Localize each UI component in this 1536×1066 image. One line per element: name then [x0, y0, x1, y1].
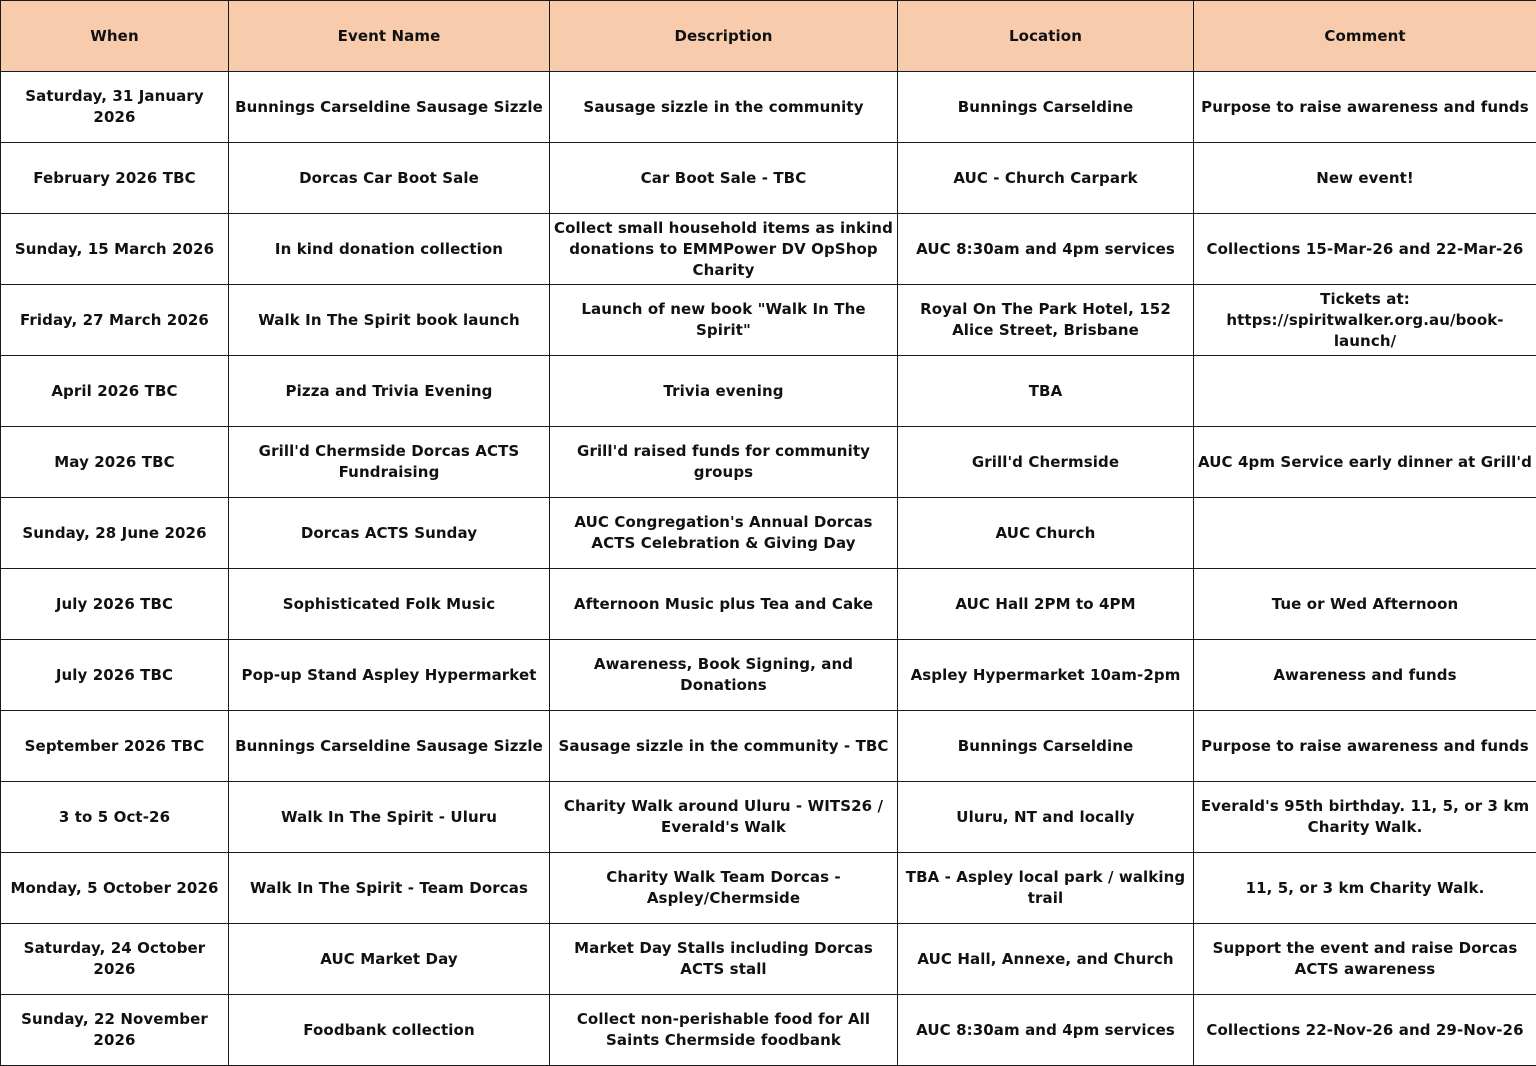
cell-event-name: Walk In The Spirit - Team Dorcas: [229, 853, 550, 924]
cell-event-name: Bunnings Carseldine Sausage Sizzle: [229, 72, 550, 143]
cell-description: Collect small household items as inkind donations to EMMPower DV OpShop Charity: [550, 214, 898, 285]
table-row: [1, 285, 1536, 356]
table-row: [1, 995, 1536, 1066]
cell-location: Bunnings Carseldine: [898, 72, 1194, 143]
cell-when: Sunday, 28 June 2026: [1, 498, 229, 569]
table-row: [1, 853, 1536, 924]
cell-description: Sausage sizzle in the community: [550, 72, 898, 143]
cell-description: Charity Walk around Uluru - WITS26 / Everald's Walk: [550, 782, 898, 853]
cell-location: TBA: [898, 356, 1194, 427]
cell-location: AUC Church: [898, 498, 1194, 569]
cell-description: Launch of new book "Walk In The Spirit": [550, 285, 898, 356]
cell-event-name: Dorcas Car Boot Sale: [229, 143, 550, 214]
cell-comment: Awareness and funds: [1194, 640, 1536, 711]
cell-location: Royal On The Park Hotel, 152 Alice Street, Brisbane: [898, 285, 1194, 356]
cell-description: Grill'd raised funds for community groups: [550, 427, 898, 498]
table-row: [1, 214, 1536, 285]
table-row: [1, 498, 1536, 569]
cell-description: Collect non-perishable food for All Saints Chermside foodbank: [550, 995, 898, 1066]
cell-location: Uluru, NT and locally: [898, 782, 1194, 853]
cell-when: April 2026 TBC: [1, 356, 229, 427]
cell-when: Monday, 5 October 2026: [1, 853, 229, 924]
cell-location: Bunnings Carseldine: [898, 711, 1194, 782]
cell-description: Car Boot Sale - TBC: [550, 143, 898, 214]
cell-event-name: Walk In The Spirit book launch: [229, 285, 550, 356]
cell-comment: Collections 22-Nov-26 and 29-Nov-26: [1194, 995, 1536, 1066]
cell-description: Market Day Stalls including Dorcas ACTS stall: [550, 924, 898, 995]
header-comment: Comment: [1194, 1, 1536, 72]
cell-location: AUC 8:30am and 4pm services: [898, 214, 1194, 285]
cell-location: AUC Hall, Annexe, and Church: [898, 924, 1194, 995]
cell-location: AUC Hall 2PM to 4PM: [898, 569, 1194, 640]
cell-comment: Collections 15-Mar-26 and 22-Mar-26: [1194, 214, 1536, 285]
cell-event-name: Bunnings Carseldine Sausage Sizzle: [229, 711, 550, 782]
cell-location: TBA - Aspley local park / walking trail: [898, 853, 1194, 924]
table-row: [1, 72, 1536, 143]
header-row: [1, 1, 1536, 72]
cell-when: July 2026 TBC: [1, 569, 229, 640]
table-row: [1, 640, 1536, 711]
cell-when: May 2026 TBC: [1, 427, 229, 498]
cell-location: Aspley Hypermarket 10am-2pm: [898, 640, 1194, 711]
table-row: [1, 711, 1536, 782]
cell-event-name: Walk In The Spirit - Uluru: [229, 782, 550, 853]
cell-description: Awareness, Book Signing, and Donations: [550, 640, 898, 711]
cell-location: AUC 8:30am and 4pm services: [898, 995, 1194, 1066]
table-row: [1, 356, 1536, 427]
cell-comment: Purpose to raise awareness and funds: [1194, 72, 1536, 143]
cell-when: Sunday, 15 March 2026: [1, 214, 229, 285]
cell-description: Sausage sizzle in the community - TBC: [550, 711, 898, 782]
cell-comment: 11, 5, or 3 km Charity Walk.: [1194, 853, 1536, 924]
cell-comment: Tue or Wed Afternoon: [1194, 569, 1536, 640]
table-body: [1, 72, 1536, 1066]
cell-comment: [1194, 356, 1536, 427]
cell-when: Saturday, 24 October 2026: [1, 924, 229, 995]
cell-when: Friday, 27 March 2026: [1, 285, 229, 356]
table-row: [1, 427, 1536, 498]
cell-description: Afternoon Music plus Tea and Cake: [550, 569, 898, 640]
cell-event-name: Pizza and Trivia Evening: [229, 356, 550, 427]
cell-comment: Support the event and raise Dorcas ACTS awareness: [1194, 924, 1536, 995]
cell-when: July 2026 TBC: [1, 640, 229, 711]
cell-when: 3 to 5 Oct-26: [1, 782, 229, 853]
table-row: [1, 143, 1536, 214]
table-header: [1, 1, 1536, 72]
cell-when: September 2026 TBC: [1, 711, 229, 782]
cell-comment: AUC 4pm Service early dinner at Grill'd: [1194, 427, 1536, 498]
header-event-name: Event Name: [229, 1, 550, 72]
header-description: Description: [550, 1, 898, 72]
header-location: Location: [898, 1, 1194, 72]
cell-when: February 2026 TBC: [1, 143, 229, 214]
cell-when: Saturday, 31 January 2026: [1, 72, 229, 143]
cell-description: AUC Congregation's Annual Dorcas ACTS Celebration & Giving Day: [550, 498, 898, 569]
cell-event-name: Dorcas ACTS Sunday: [229, 498, 550, 569]
cell-location: AUC - Church Carpark: [898, 143, 1194, 214]
table-row: [1, 924, 1536, 995]
cell-comment: Purpose to raise awareness and funds: [1194, 711, 1536, 782]
cell-event-name: Foodbank collection: [229, 995, 550, 1066]
header-when: When: [1, 1, 229, 72]
cell-event-name: In kind donation collection: [229, 214, 550, 285]
table-row: [1, 569, 1536, 640]
cell-location: Grill'd Chermside: [898, 427, 1194, 498]
cell-when: Sunday, 22 November 2026: [1, 995, 229, 1066]
cell-comment: Tickets at: https://spiritwalker.org.au/book-launch/: [1194, 285, 1536, 356]
cell-comment: [1194, 498, 1536, 569]
cell-comment: New event!: [1194, 143, 1536, 214]
table-row: [1, 782, 1536, 853]
cell-comment: Everald's 95th birthday. 11, 5, or 3 km Charity Walk.: [1194, 782, 1536, 853]
cell-event-name: Pop-up Stand Aspley Hypermarket: [229, 640, 550, 711]
cell-event-name: Grill'd Chermside Dorcas ACTS Fundraising: [229, 427, 550, 498]
cell-event-name: Sophisticated Folk Music: [229, 569, 550, 640]
cell-event-name: AUC Market Day: [229, 924, 550, 995]
cell-description: Trivia evening: [550, 356, 898, 427]
cell-description: Charity Walk Team Dorcas - Aspley/Chermside: [550, 853, 898, 924]
